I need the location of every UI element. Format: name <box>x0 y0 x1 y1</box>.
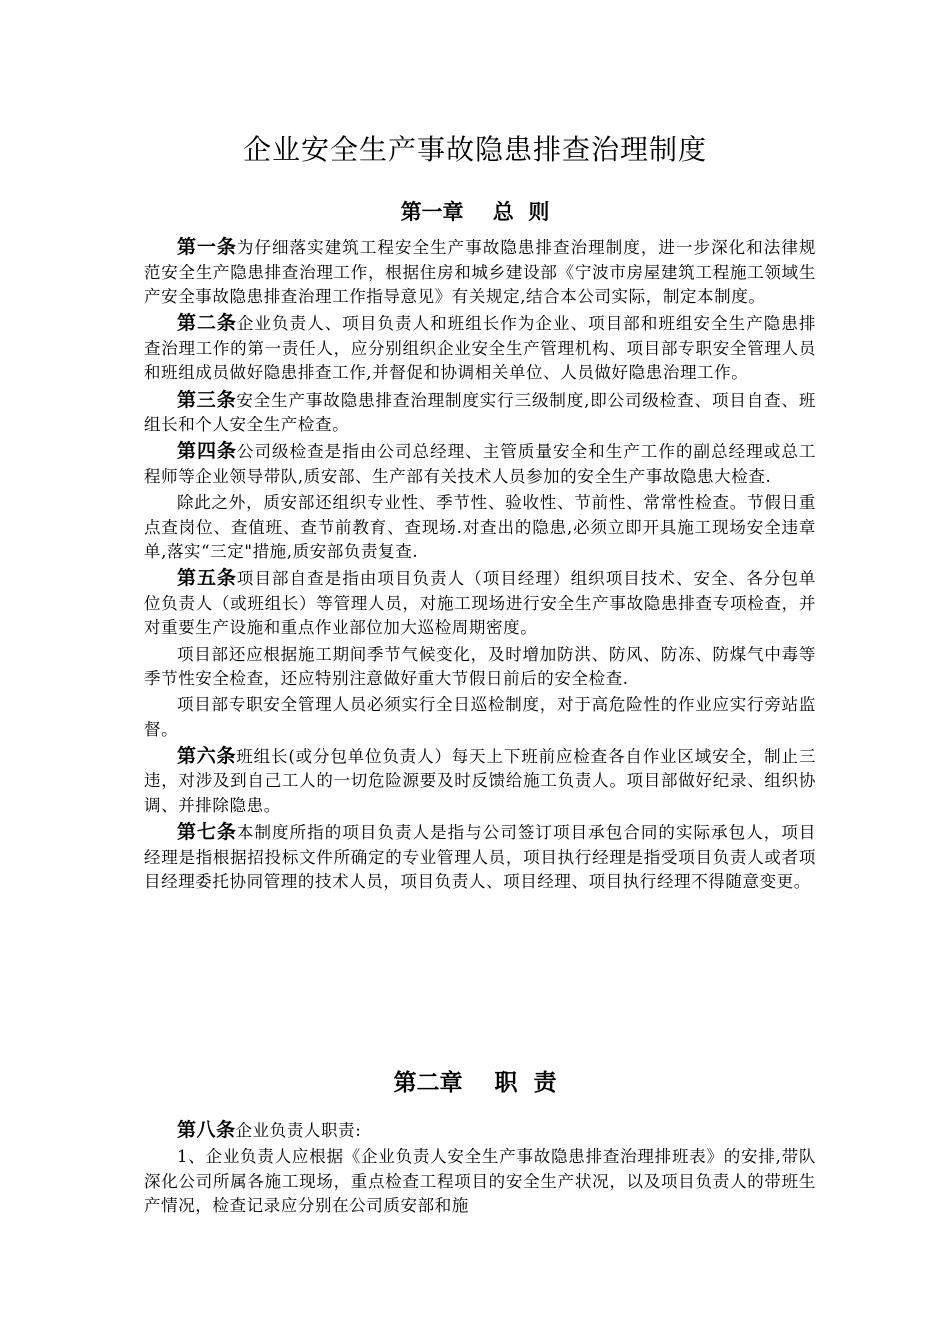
article-text: 企业负责人、项目负责人和班组长作为企业、项目部和班组安全生产隐患排查治理工作的第一责任人，应分别组织企业安全生产管理机构、项目部专职安全管理人员和班组成员做好隐患排查工作,并督促和协调相关单位、人员做好隐患治理工作。 <box>144 314 816 383</box>
article-text: 企业负责人职责: <box>235 1121 362 1140</box>
article-text: 项目部自查是指由项目负责人（项目经理）组织项目技术、安全、各分包单位负责人（或班组长）等管理人员，对施工现场进行安全生产事故隐患排查专项检查，并对重要生产设施和重点作业部位加大巡检周期密度。 <box>144 569 816 638</box>
chapter-1-heading: 第一章 总 则 <box>400 200 550 224</box>
article-paragraph <box>144 388 816 438</box>
article-label: 第五条 <box>177 567 237 590</box>
article-text: 公司级检查是指由公司总经理、主管质量安全和生产工作的副总经理或总工程师等企业领导带队,质安部、生产部有关技术人员参加的安全生产事故隐患大检查. <box>144 442 816 486</box>
chapter-2-heading: 第二章 职 责 <box>393 1070 557 1096</box>
article-text: 为仔细落实建筑工程安全生产事故隐患排查治理制度，进一步深化和法律规范安全生产隐患排查治理工作，根据住房和城乡建设部《宁波市房屋建筑工程施工领域生产安全事故隐患排查治理工作指导意见》有关规定,结合本公司实际，制定本制度。 <box>144 238 816 307</box>
continuation-paragraph <box>144 693 816 742</box>
article-paragraph <box>144 439 816 489</box>
article-label: 第三条 <box>177 388 237 411</box>
article-paragraph <box>144 1118 816 1144</box>
paragraph-text: 除此之外，质安部还组织专业性、季节性、验收性、节前性、常常性检查。节假日重点查岗位、查值班、查节前教育、查现场.对查出的隐患,必须立即开具施工现场安全违章单,落实“三定"措施,质安部负责复查. <box>144 492 816 562</box>
article-text: 安全生产事故隐患排查治理制度实行三级制度,即公司级检查、项目自查、班组长和个人安全生产检查。 <box>144 390 816 435</box>
article-label: 第八条 <box>177 1119 236 1141</box>
paragraph-text: 项目部专职安全管理人员必须实行全日巡检制度，对于高危险性的作业应实行旁站监督。 <box>144 695 816 739</box>
chapter-2-body <box>144 1118 816 1220</box>
document-title: 企业安全生产事故隐患排查治理制度 <box>242 133 707 166</box>
article-paragraph <box>144 311 816 386</box>
continuation-paragraph <box>144 1145 816 1219</box>
article-label: 第六条 <box>177 744 237 767</box>
article-paragraph <box>144 820 816 895</box>
chapter-1-body <box>144 235 816 896</box>
article-label: 第二条 <box>177 312 237 335</box>
paragraph-text: 1、企业负责人应根据《企业负责人安全生产事故隐患排查治理排班表》的安排,带队深化公司所属各施工现场，重点检查工程项目的安全生产状况，以及项目负责人的带班生产情况，检查记录应分别在公司质安部和施 <box>144 1147 816 1216</box>
continuation-paragraph <box>144 491 816 565</box>
article-paragraph <box>144 566 816 641</box>
article-label: 第七条 <box>177 821 237 844</box>
article-text: 本制度所指的项目负责人是指与公司签订项目承包合同的实际承包人，项目经理是指根据招投标文件所确定的专业管理人员，项目执行经理是指受项目负责人或者项目经理委托协同管理的技术人员，项目负责人、项目经理、项目执行经理不得随意变更。 <box>144 823 816 892</box>
article-paragraph <box>144 235 816 310</box>
article-label: 第一条 <box>177 236 237 258</box>
article-paragraph <box>144 744 816 819</box>
continuation-paragraph <box>144 643 816 692</box>
article-label: 第四条 <box>177 440 237 463</box>
article-text: 班组长(或分包单位负责人）每天上下班前应检查各自作业区域安全，制止三违，对涉及到自己工人的一切危险源要及时反馈给施工负责人。项目部做好纪录、组织协调、并排除隐患。 <box>144 746 816 816</box>
paragraph-text: 项目部还应根据施工期间季节气候变化，及时增加防洪、防风、防冻、防煤气中毒等季节性安全检查，还应特别注意做好重大节假日前后的安全检查. <box>144 644 816 689</box>
